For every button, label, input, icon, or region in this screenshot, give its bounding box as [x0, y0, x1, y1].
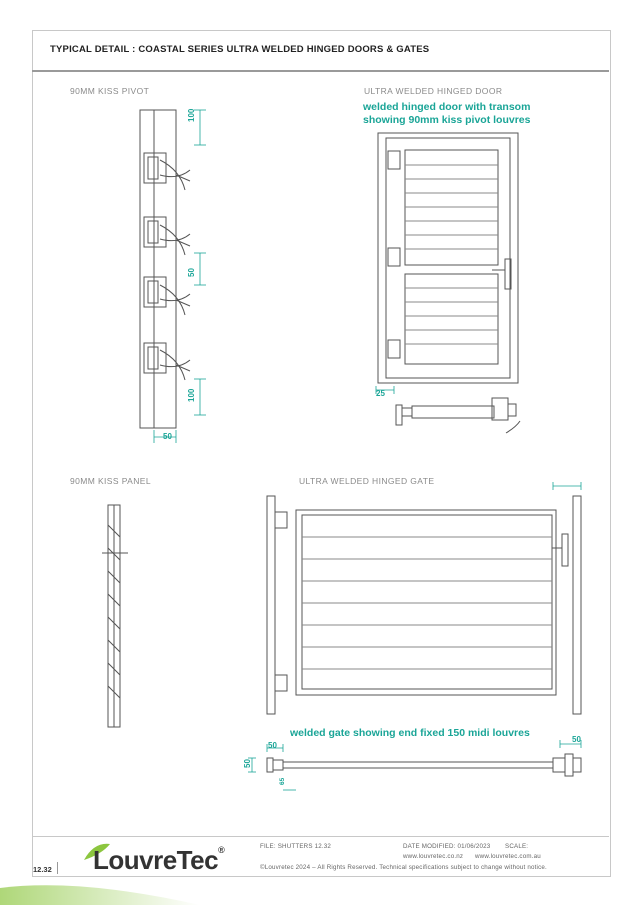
pivot-hinge-4 — [144, 343, 190, 380]
logo-registered: ® — [218, 845, 225, 855]
gate-louvres — [302, 537, 552, 669]
door-label: ULTRA WELDED HINGED DOOR — [364, 86, 503, 96]
page-title: TYPICAL DETAIL : COASTAL SERIES ULTRA WELDED HINGED DOORS & GATES — [50, 44, 430, 55]
panel-label: 90MM KISS PANEL — [70, 476, 151, 486]
gate-hinge-bottom — [275, 675, 287, 691]
door-dim-1: 25 — [376, 389, 385, 398]
title-bar — [32, 30, 609, 72]
door-frame — [378, 133, 518, 383]
pivot-dim-3: 100 — [187, 388, 196, 402]
panel-drawing — [98, 500, 138, 735]
gate-note: welded gate showing end fixed 150 midi louvres — [290, 727, 530, 739]
pivot-stile-inner — [154, 110, 176, 428]
door-hinge-bottom — [388, 340, 400, 358]
door-louvres — [405, 165, 498, 344]
pivot-dim-2: 50 — [187, 268, 196, 277]
gate-post-right — [573, 496, 581, 714]
door-drawing — [368, 128, 533, 448]
gate-dim-4: 65 — [279, 777, 286, 785]
gate-dim-3: 50 — [572, 735, 581, 744]
footer-divider — [32, 836, 609, 837]
pivot-dim-4: 50 — [163, 432, 172, 441]
footer-scale: SCALE: — [505, 843, 529, 850]
gate-label: ULTRA WELDED HINGED GATE — [299, 476, 435, 486]
pivot-hinge-3 — [144, 277, 190, 315]
door-note — [363, 101, 530, 127]
pivot-drawing — [130, 105, 220, 445]
gate-hinge-top — [275, 512, 287, 528]
pivot-dim-1: 100 — [187, 108, 196, 122]
door-section-plan — [396, 398, 520, 433]
door-hinge-top — [388, 151, 400, 169]
gate-post-left — [267, 496, 275, 714]
door-note-line1: welded hinged door with transom — [363, 101, 531, 113]
gate-drawing — [240, 490, 605, 790]
logo-text: LouvreTec — [93, 845, 219, 875]
footer-date: DATE MODIFIED: 01/06/2023 — [403, 843, 491, 850]
footer-file: FILE: SHUTTERS 12.32 — [260, 843, 332, 850]
door-note-line2: showing 90mm kiss pivot louvres — [363, 114, 531, 126]
footer-website-nz[interactable]: www.louvretec.co.nz — [403, 853, 464, 860]
gate-handle — [562, 534, 568, 566]
gate-section-plan — [267, 754, 581, 776]
pivot-label: 90MM KISS PIVOT — [70, 86, 150, 96]
pivot-stile-outer — [140, 110, 154, 428]
footer-green-swoosh — [0, 868, 200, 905]
footer-website-au[interactable]: www.louvretec.com.au — [475, 853, 541, 860]
door-hinge-mid — [388, 248, 400, 266]
pivot-hinge-1 — [144, 153, 190, 190]
gate-dim-1: 50 — [268, 741, 277, 750]
gate-dim-2: 50 — [243, 759, 252, 768]
pivot-hinge-2 — [144, 217, 190, 255]
footer-copyright: ©Louvretec 2024 – All Rights Reserved. Technical specifications subject to change without notice. — [260, 864, 547, 871]
page-number: 12.32 — [33, 865, 52, 874]
